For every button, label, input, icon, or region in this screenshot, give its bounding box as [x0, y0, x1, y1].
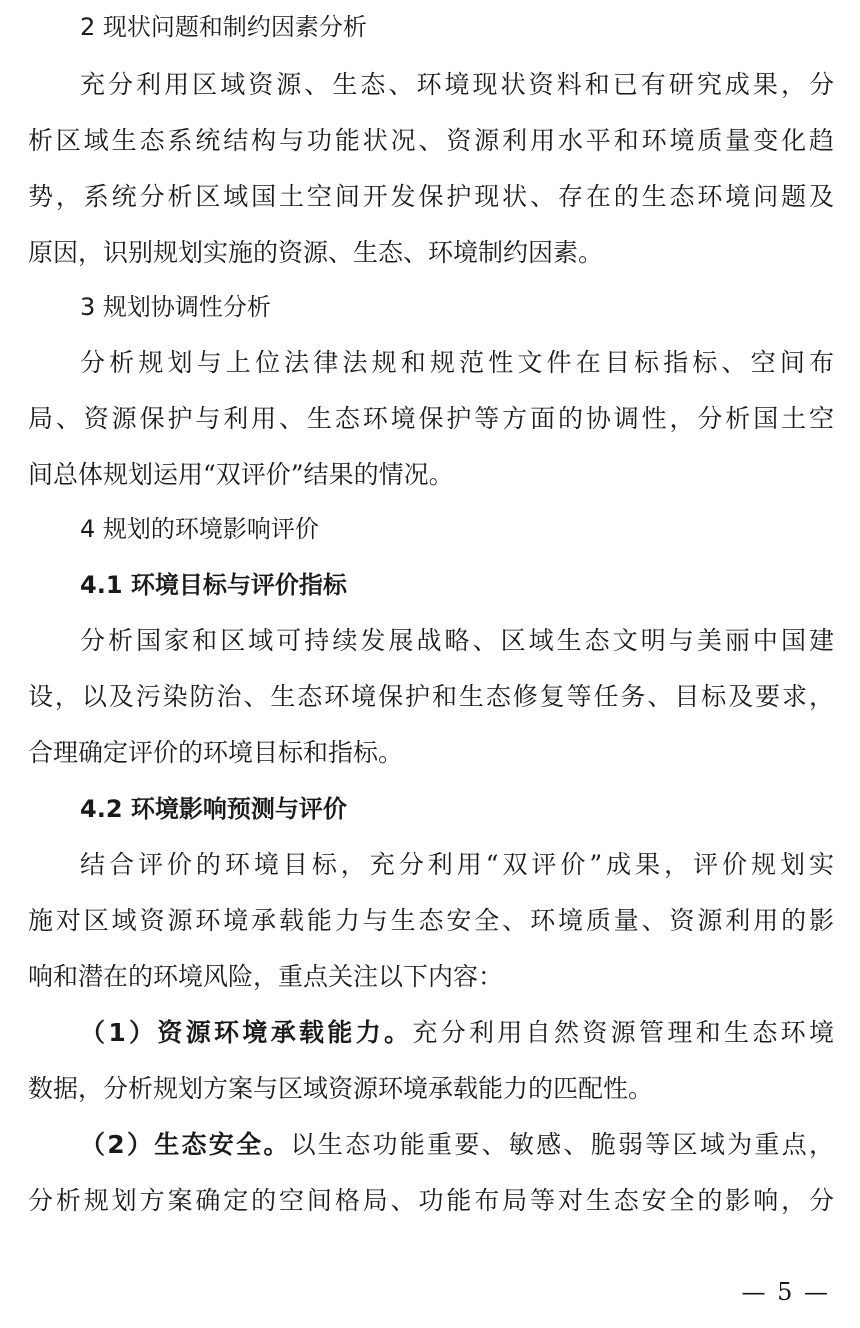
- item-2-first-line-rest: 以生态功能重要、敏感、脆弱等区域为重点，: [290, 1130, 834, 1159]
- section-2-line-3: 势，系统分析区域国土空间开发保护现状、存在的生态环境问题及: [28, 182, 834, 211]
- section-4-2-line-1: 结合评价的环境目标，充分利用“双评价”成果，评价规划实: [80, 850, 834, 879]
- section-2-heading: 2 现状问题和制约因素分析: [80, 13, 367, 41]
- section-3-line-1: 分析规划与上位法律法规和规范性文件在目标指标、空间布: [80, 348, 834, 377]
- section-3-heading: 3 规划协调性分析: [80, 293, 271, 321]
- section-4-2-heading: 4.2 环境影响预测与评价: [80, 795, 347, 823]
- item-2-line-1: [28, 1118, 834, 1172]
- item-1-lead: （1）资源环境承载能力。: [80, 1018, 413, 1047]
- section-3-line-3: 间总体规划运用“双评价”结果的情况。: [28, 460, 454, 489]
- section-2-line-4: 原因，识别规划实施的资源、生态、环境制约因素。: [28, 238, 604, 267]
- section-3-line-2: 局、资源保护与利用、生态环境保护等方面的协调性，分析国土空: [28, 404, 834, 433]
- item-2-line-2: 分析规划方案确定的空间格局、功能布局等对生态安全的影响，分: [28, 1186, 834, 1215]
- section-4-1-line-3: 合理确定评价的环境目标和指标。: [28, 738, 404, 767]
- item-1-line-1: [28, 1006, 834, 1060]
- section-4-2-line-2: 施对区域资源环境承载能力与生态安全、环境质量、资源利用的影: [28, 906, 834, 935]
- section-2-line-1: 充分利用区域资源、生态、环境现状资料和已有研究成果，分: [80, 70, 834, 99]
- item-2-lead: （2）生态安全。: [80, 1130, 291, 1159]
- section-4-1-heading: 4.1 环境目标与评价指标: [80, 571, 347, 599]
- section-4-2-line-3: 响和潜在的环境风险，重点关注以下内容：: [28, 962, 504, 991]
- item-1-first-line-rest: 充分利用自然资源管理和生态环境: [412, 1018, 834, 1047]
- section-4-1-line-1: 分析国家和区域可持续发展战略、区域生态文明与美丽中国建: [80, 626, 834, 655]
- section-2-line-2: 析区域生态系统结构与功能状况、资源利用水平和环境质量变化趋: [28, 126, 834, 155]
- item-1-line-2: 数据，分析规划方案与区域资源环境承载能力的匹配性。: [28, 1074, 654, 1103]
- section-4-1-line-2: 设，以及污染防治、生态环境保护和生态修复等任务、目标及要求，: [28, 682, 834, 711]
- page-number: — 5 —: [741, 1278, 830, 1306]
- section-4-heading: 4 规划的环境影响评价: [80, 515, 319, 543]
